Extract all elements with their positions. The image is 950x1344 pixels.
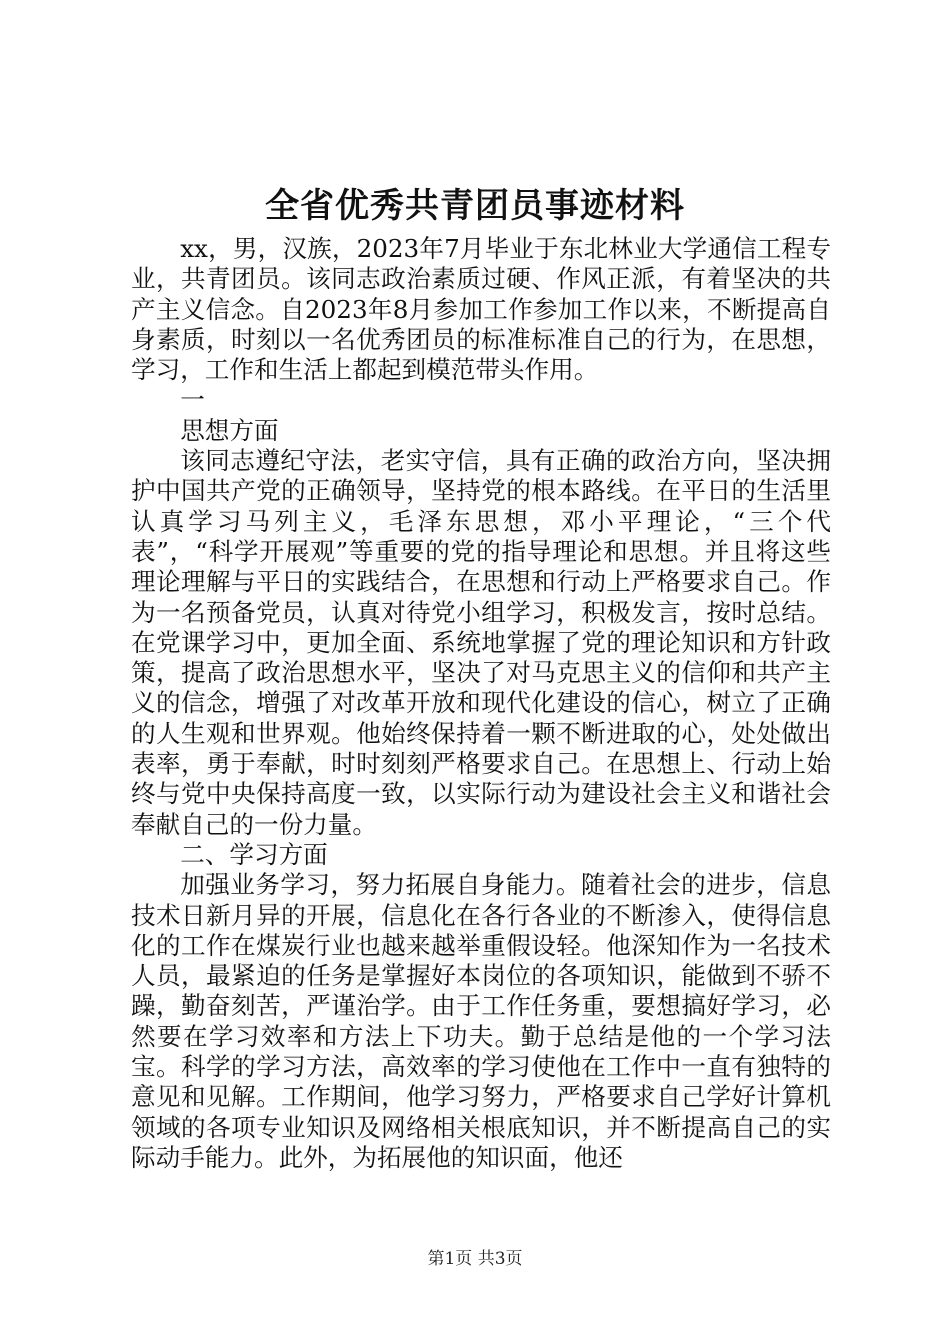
section-heading-thought: 思想方面 <box>180 415 279 445</box>
intro-paragraph: xx，男，汉族，2023年7月毕业于东北林业大学通信工程专业，共青团员。该同志政治素质过硬、作风正派，有着坚决的共产主义信念。自2023年8月参加工作参加工作以来，不断提高自身素质，时刻以一名优秀团员的标准标准自己的行为，在思想，学习，工作和生活上都起到模范带头作用。 <box>131 234 831 385</box>
document-body <box>131 234 831 1173</box>
page-footer: 第1页 共3页 <box>427 1249 523 1269</box>
thought-paragraph: 该同志遵纪守法，老实守信，具有正确的政治方向，坚决拥护中国共产党的正确领导，坚持党的根本路线。在平日的生活里认真学习马列主义，毛泽东思想，邓小平理论，“三个代表”，“科学开展观”等重要的党的指导理论和思想。并且将这些理论理解与平日的实践结合，在思想和行动上严格要求自己。作为一名预备党员，认真对待党小组学习，积极发言，按时总结。在党课学习中，更加全面、系统地掌握了党的理论知识和方针政策，提高了政治思想水平，坚决了对马克思主义的信仰和共产主义的信念，增强了对改革开放和现代化建设的信心，树立了正确的人生观和世界观。他始终保持着一颗不断进取的心，处处做出表率，勇于奉献，时时刻刻严格要求自己。在思想上、行动上始终与党中央保持高度一致，以实际行动为建设社会主义和谐社会奉献自己的一份力量。 <box>131 446 831 839</box>
study-paragraph: 加强业务学习，努力拓展自身能力。随着社会的进步，信息技术日新月异的开展，信息化在各行各业的不断渗入，使得信息化的工作在煤炭行业也越来越举重假设轻。他深知作为一名技术人员，最紧迫的任务是掌握好本岗位的各项知识，能做到不骄不躁，勤奋刻苦，严谨治学。由于工作任务重，要想搞好学习，必然要在学习效率和方法上下功夫。勤于总结是他的一个学习法宝。科学的学习方法，高效率的学习使他在工作中一直有独特的意见和见解。工作期间，他学习努力，严格要求自己学好计算机领域的各项专业知识及网络相关根底知识，并不断提高自己的实际动手能力。此外，为拓展他的知识面，他还 <box>131 870 831 1172</box>
section-heading-study: 二、学习方面 <box>180 839 328 869</box>
section-number: 一 <box>180 385 205 415</box>
document-title: 全省优秀共青团员事迹材料 <box>265 186 685 226</box>
